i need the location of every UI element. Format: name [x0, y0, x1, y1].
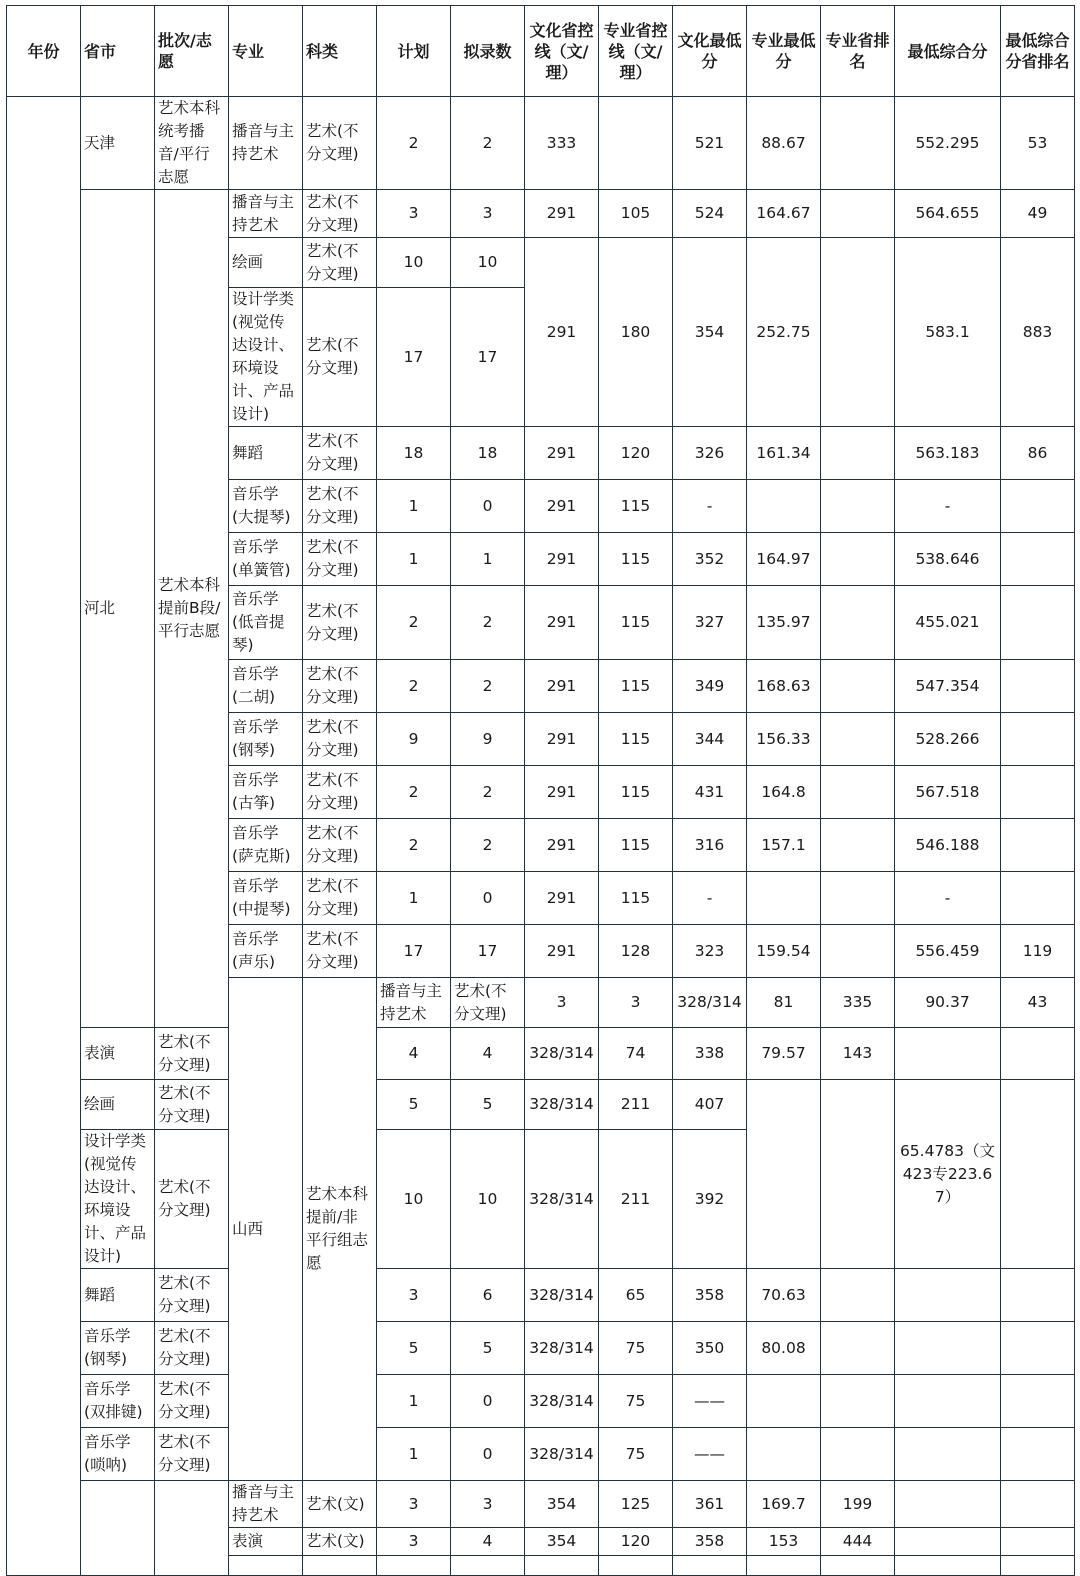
- batch-cell: 艺术本科提前/非平行组志愿: [303, 978, 377, 1481]
- major-min-cell: 159.54: [747, 925, 821, 978]
- culture-control-cell: 291: [525, 586, 599, 660]
- plan-cell: 2: [377, 819, 451, 872]
- major-rank-cell: [821, 1322, 895, 1375]
- admitted-cell: 17: [451, 925, 525, 978]
- major-control-cell: 115: [599, 819, 673, 872]
- category-cell: 艺术(不分文理): [303, 190, 377, 238]
- composite-min-cell: 547.354: [895, 660, 1001, 713]
- culture-min-cell: 323: [673, 925, 747, 978]
- major-min-cell: 164.8: [747, 766, 821, 819]
- culture-control-cell: 328/314: [525, 1428, 599, 1481]
- major-min-cell: 156.33: [747, 713, 821, 766]
- category-cell: 艺术(不分文理): [155, 1269, 229, 1322]
- year-cell: [7, 97, 81, 1576]
- major-rank-cell: [821, 238, 895, 427]
- major-rank-cell: [821, 925, 895, 978]
- major-rank-cell: [821, 872, 895, 925]
- category-cell: 艺术(不分文理): [303, 872, 377, 925]
- major-cell: 音乐学(单簧管): [229, 533, 303, 586]
- admitted-cell: 1: [451, 533, 525, 586]
- header-year: 年份: [7, 6, 81, 97]
- culture-min-cell: 344: [673, 713, 747, 766]
- plan-cell: 1: [377, 480, 451, 533]
- major-rank-cell: [821, 1375, 895, 1428]
- category-cell: 艺术(不分文理): [155, 1375, 229, 1428]
- major-cell: 音乐学(低音提琴): [229, 586, 303, 660]
- composite-rank-cell: [1001, 1481, 1075, 1528]
- major-cell: 舞蹈: [229, 427, 303, 480]
- table-row: [7, 1428, 1075, 1481]
- major-min-cell: [747, 1375, 821, 1428]
- composite-rank-cell: [1001, 1375, 1075, 1428]
- composite-min-cell: [895, 1269, 1001, 1322]
- major-control-cell: 120: [599, 1528, 673, 1556]
- composite-rank-cell: [1001, 872, 1075, 925]
- table-row: [7, 1322, 1075, 1375]
- culture-control-cell: 354: [525, 1481, 599, 1528]
- header-major-rank: 专业省排名: [821, 6, 895, 97]
- header-batch: 批次/志愿: [155, 6, 229, 97]
- plan-cell: 17: [377, 288, 451, 427]
- category-cell: 艺术(不分文理): [303, 238, 377, 288]
- header-province: 省市: [81, 6, 155, 97]
- major-rank-cell: [821, 533, 895, 586]
- major-rank-cell: [821, 427, 895, 480]
- batch-cell: 艺术本科提前B段/平行志愿: [155, 190, 229, 1028]
- culture-control-cell: 354: [525, 1528, 599, 1556]
- category-cell: 艺术(不分文理): [155, 1080, 229, 1130]
- major-control-cell: 75: [599, 1322, 673, 1375]
- major-rank-cell: 199: [821, 1481, 895, 1528]
- composite-min-cell: 552.295: [895, 97, 1001, 190]
- empty-cell: [747, 1556, 821, 1576]
- major-cell: 音乐学(萨克斯): [229, 819, 303, 872]
- major-cell: 绘画: [81, 1080, 155, 1130]
- composite-rank-cell: 53: [1001, 97, 1075, 190]
- culture-control-cell: 328/314: [525, 1028, 599, 1080]
- empty-cell: [377, 1556, 451, 1576]
- culture-min-cell: 335: [821, 978, 895, 1028]
- culture-control-cell: 328/314: [525, 1375, 599, 1428]
- category-cell: 艺术(不分文理): [303, 533, 377, 586]
- major-cell: 播音与主持艺术: [229, 1481, 303, 1528]
- culture-min-cell: 431: [673, 766, 747, 819]
- culture-min-cell: 358: [673, 1269, 747, 1322]
- admitted-cell: 10: [451, 238, 525, 288]
- category-cell: 艺术(不分文理): [451, 978, 525, 1028]
- plan-cell: 9: [377, 713, 451, 766]
- admitted-cell: 10: [451, 1130, 525, 1269]
- major-control-cell: 125: [599, 1481, 673, 1528]
- province-cell: 河北: [81, 190, 155, 1028]
- composite-rank-cell: 49: [1001, 190, 1075, 238]
- major-min-cell: 70.63: [747, 1269, 821, 1322]
- major-control-cell: 211: [599, 1080, 673, 1130]
- composite-min-cell: [895, 1481, 1001, 1528]
- culture-min-cell: 338: [673, 1028, 747, 1080]
- empty-cell: [895, 1556, 1001, 1576]
- major-min-cell: 79.57: [747, 1028, 821, 1080]
- table-row: [7, 1269, 1075, 1322]
- admitted-cell: 17: [451, 288, 525, 427]
- category-cell: 艺术(不分文理): [303, 713, 377, 766]
- major-min-cell: 169.7: [747, 1481, 821, 1528]
- composite-min-cell: 556.459: [895, 925, 1001, 978]
- culture-control-cell: 328/314: [525, 1130, 599, 1269]
- composite-rank-cell: [1001, 766, 1075, 819]
- admitted-cell: 6: [451, 1269, 525, 1322]
- composite-min-cell: 528.266: [895, 713, 1001, 766]
- category-cell: 艺术(不分文理): [303, 660, 377, 713]
- major-rank-cell: [821, 1080, 895, 1269]
- culture-min-cell: ——: [673, 1428, 747, 1481]
- admitted-cell: 3: [451, 1481, 525, 1528]
- culture-min-cell: 361: [673, 1481, 747, 1528]
- major-control-cell: 115: [599, 480, 673, 533]
- major-rank-cell: 444: [821, 1528, 895, 1556]
- major-min-cell: 161.34: [747, 427, 821, 480]
- header-major-min: 专业最低分: [747, 6, 821, 97]
- major-cell: 播音与主持艺术: [229, 190, 303, 238]
- culture-min-cell: 407: [673, 1080, 747, 1130]
- culture-control-cell: 291: [525, 766, 599, 819]
- major-cell: 音乐学(钢琴): [81, 1322, 155, 1375]
- composite-rank-cell: [1001, 586, 1075, 660]
- plan-cell: 1: [377, 872, 451, 925]
- composite-rank-cell: [1001, 533, 1075, 586]
- major-control-cell: 115: [599, 872, 673, 925]
- province-cell: 山西: [229, 978, 303, 1481]
- header-culture-min: 文化最低分: [673, 6, 747, 97]
- category-cell: 艺术(不分文理): [303, 586, 377, 660]
- major-cell: 设计学类(视觉传达设计、环境设计、产品设计): [229, 288, 303, 427]
- empty-cell: [303, 1556, 377, 1576]
- table-row: [7, 1375, 1075, 1428]
- culture-min-cell: 392: [673, 1130, 747, 1269]
- major-control-cell: 74: [599, 1028, 673, 1080]
- major-rank-cell: [821, 480, 895, 533]
- composite-min-cell: [895, 1322, 1001, 1375]
- major-rank-cell: [821, 586, 895, 660]
- header-major-control-line: 专业省控线（文/理）: [599, 6, 673, 97]
- major-control-cell: 180: [599, 238, 673, 427]
- category-cell: 艺术(不分文理): [303, 766, 377, 819]
- culture-min-cell: 352: [673, 533, 747, 586]
- composite-min-cell: 563.183: [895, 427, 1001, 480]
- composite-min-cell: [895, 1428, 1001, 1481]
- major-min-cell: 157.1: [747, 819, 821, 872]
- composite-rank-cell: [1001, 480, 1075, 533]
- admitted-cell: 4: [451, 1028, 525, 1080]
- admitted-cell: 9: [451, 713, 525, 766]
- admission-table: [6, 5, 1075, 1576]
- composite-rank-cell: [1001, 1322, 1075, 1375]
- plan-cell: 4: [377, 1028, 451, 1080]
- major-cell: 音乐学(大提琴): [229, 480, 303, 533]
- header-composite-min: 最低综合分: [895, 6, 1001, 97]
- composite-min-cell: 546.188: [895, 819, 1001, 872]
- category-cell: 艺术(不分文理): [155, 1130, 229, 1269]
- major-min-cell: [747, 480, 821, 533]
- header-plan: 计划: [377, 6, 451, 97]
- major-control-cell: 128: [599, 925, 673, 978]
- major-rank-cell: [821, 1269, 895, 1322]
- category-cell: 艺术(不分文理): [303, 427, 377, 480]
- culture-min-cell: -: [673, 872, 747, 925]
- culture-control-cell: 291: [525, 925, 599, 978]
- admitted-cell: 2: [451, 660, 525, 713]
- culture-min-cell: 316: [673, 819, 747, 872]
- major-min-cell: 90.37: [895, 978, 1001, 1028]
- major-cell: 表演: [81, 1028, 155, 1080]
- culture-control-cell: 291: [525, 819, 599, 872]
- culture-control-cell: 291: [525, 427, 599, 480]
- plan-cell: 3: [377, 1528, 451, 1556]
- major-cell: 绘画: [229, 238, 303, 288]
- admitted-cell: 3: [451, 190, 525, 238]
- major-cell: 音乐学(钢琴): [229, 713, 303, 766]
- composite-rank-cell: 883: [1001, 238, 1075, 427]
- major-control-cell: 115: [599, 660, 673, 713]
- culture-control-cell: 328/314: [525, 1080, 599, 1130]
- table-row: [7, 190, 1075, 238]
- major-cell: 音乐学(二胡): [229, 660, 303, 713]
- major-control-cell: 75: [599, 1428, 673, 1481]
- major-cell: 音乐学(古筝): [229, 766, 303, 819]
- culture-min-cell: 350: [673, 1322, 747, 1375]
- major-control-cell: 115: [599, 713, 673, 766]
- plan-cell: 1: [377, 1375, 451, 1428]
- major-cell: 播音与主持艺术: [377, 978, 451, 1028]
- header-culture-control-line: 文化省控线（文/理）: [525, 6, 599, 97]
- category-cell: 艺术(不分文理): [303, 288, 377, 427]
- culture-control-cell: 328/314: [525, 1269, 599, 1322]
- major-rank-cell: [821, 190, 895, 238]
- composite-rank-cell: 86: [1001, 427, 1075, 480]
- batch-cell: [155, 1481, 229, 1576]
- category-cell: 艺术(文): [303, 1528, 377, 1556]
- plan-cell: 2: [377, 660, 451, 713]
- major-rank-cell: [821, 766, 895, 819]
- admitted-cell: 0: [451, 872, 525, 925]
- plan-cell: 5: [377, 1080, 451, 1130]
- plan-cell: 3: [377, 1269, 451, 1322]
- culture-control-cell: 291: [525, 660, 599, 713]
- plan-cell: 5: [377, 1322, 451, 1375]
- major-rank-cell: [821, 819, 895, 872]
- major-rank-cell: 43: [1001, 978, 1075, 1028]
- culture-min-cell: 521: [673, 97, 747, 190]
- admitted-cell: 2: [451, 586, 525, 660]
- culture-min-cell: -: [673, 480, 747, 533]
- admitted-cell: 0: [451, 1375, 525, 1428]
- admitted-cell: 0: [451, 1428, 525, 1481]
- empty-cell: [599, 1556, 673, 1576]
- major-control-cell: 115: [599, 533, 673, 586]
- category-cell: 艺术(不分文理): [303, 480, 377, 533]
- culture-min-cell: 326: [673, 427, 747, 480]
- plan-cell: 2: [377, 97, 451, 190]
- major-cell: 音乐学(双排键): [81, 1375, 155, 1428]
- composite-rank-cell: [1001, 1428, 1075, 1481]
- header-row: [7, 6, 1075, 97]
- plan-cell: 3: [377, 1481, 451, 1528]
- major-min-cell: [747, 1080, 821, 1269]
- composite-min-cell: 564.655: [895, 190, 1001, 238]
- composite-min-cell: -: [895, 872, 1001, 925]
- major-min-cell: [747, 872, 821, 925]
- major-control-cell: 115: [599, 586, 673, 660]
- major-min-cell: 164.97: [747, 533, 821, 586]
- composite-rank-cell: [1001, 1080, 1075, 1269]
- major-cell: 舞蹈: [81, 1269, 155, 1322]
- table-row: [7, 1481, 1075, 1528]
- admitted-cell: 2: [451, 819, 525, 872]
- composite-min-cell: [895, 1028, 1001, 1080]
- composite-rank-cell: [1001, 819, 1075, 872]
- plan-cell: 3: [377, 190, 451, 238]
- major-cell: 播音与主持艺术: [229, 97, 303, 190]
- plan-cell: 10: [377, 238, 451, 288]
- composite-rank-cell: [1001, 1028, 1075, 1080]
- admitted-cell: 18: [451, 427, 525, 480]
- header-admitted: 拟录数: [451, 6, 525, 97]
- table-row: [7, 1028, 1075, 1080]
- major-control-cell: 211: [599, 1130, 673, 1269]
- category-cell: 艺术(不分文理): [303, 925, 377, 978]
- empty-cell: [229, 1556, 303, 1576]
- major-rank-cell: [821, 713, 895, 766]
- major-control-cell: 81: [747, 978, 821, 1028]
- culture-min-cell: ——: [673, 1375, 747, 1428]
- composite-rank-cell: 119: [1001, 925, 1075, 978]
- major-min-cell: 252.75: [747, 238, 821, 427]
- batch-cell: 艺术本科统考播音/平行志愿: [155, 97, 229, 190]
- admitted-cell: 5: [451, 1080, 525, 1130]
- empty-cell: [525, 1556, 599, 1576]
- plan-cell: 10: [377, 1130, 451, 1269]
- composite-min-cell: 567.518: [895, 766, 1001, 819]
- major-rank-cell: [821, 660, 895, 713]
- culture-min-cell: 358: [673, 1528, 747, 1556]
- category-cell: 艺术(不分文理): [303, 819, 377, 872]
- major-control-cell: 115: [599, 766, 673, 819]
- composite-min-cell: 538.646: [895, 533, 1001, 586]
- culture-control-cell: 291: [525, 238, 599, 427]
- empty-cell: [451, 1556, 525, 1576]
- plan-cell: 1: [377, 1428, 451, 1481]
- culture-control-cell: 291: [525, 480, 599, 533]
- empty-cell: [821, 1556, 895, 1576]
- major-cell: 音乐学(唢呐): [81, 1428, 155, 1481]
- composite-min-cell: 583.1: [895, 238, 1001, 427]
- plan-cell: 17: [377, 925, 451, 978]
- plan-cell: 1: [377, 533, 451, 586]
- major-min-cell: 168.63: [747, 660, 821, 713]
- culture-min-cell: 349: [673, 660, 747, 713]
- composite-min-cell: [895, 1375, 1001, 1428]
- major-cell: 表演: [229, 1528, 303, 1556]
- table-row: [7, 1080, 1075, 1130]
- header-composite-rank: 最低综合分省排名: [1001, 6, 1075, 97]
- major-control-cell: 75: [599, 1375, 673, 1428]
- empty-cell: [1001, 1556, 1075, 1576]
- plan-cell: 2: [377, 586, 451, 660]
- admitted-cell: 2: [451, 97, 525, 190]
- province-cell: 天津: [81, 97, 155, 190]
- culture-control-cell: 291: [525, 872, 599, 925]
- composite-rank-cell: [1001, 713, 1075, 766]
- plan-cell: 2: [377, 766, 451, 819]
- major-control-cell: [599, 97, 673, 190]
- category-cell: 艺术(文): [303, 1481, 377, 1528]
- culture-control-cell: 291: [525, 713, 599, 766]
- major-min-cell: 135.97: [747, 586, 821, 660]
- culture-control-cell: 333: [525, 97, 599, 190]
- admitted-cell: 2: [451, 766, 525, 819]
- empty-cell: [673, 1556, 747, 1576]
- category-cell: 艺术(不分文理): [155, 1028, 229, 1080]
- major-control-cell: 120: [599, 427, 673, 480]
- major-rank-cell: 143: [821, 1028, 895, 1080]
- admitted-cell: 4: [451, 1528, 525, 1556]
- composite-min-cell: 455.021: [895, 586, 1001, 660]
- culture-min-cell: 354: [673, 238, 747, 427]
- composite-min-cell: -: [895, 480, 1001, 533]
- major-cell: 音乐学(中提琴): [229, 872, 303, 925]
- category-cell: 艺术(不分文理): [155, 1428, 229, 1481]
- culture-control-cell: 328/314: [673, 978, 747, 1028]
- header-major: 专业: [229, 6, 303, 97]
- major-min-cell: [747, 1428, 821, 1481]
- major-control-cell: 105: [599, 190, 673, 238]
- major-cell: 设计学类(视觉传达设计、环境设计、产品设计): [81, 1130, 155, 1269]
- province-cell: [81, 1481, 155, 1576]
- major-min-cell: 80.08: [747, 1322, 821, 1375]
- plan-cell: 3: [525, 978, 599, 1028]
- admitted-cell: 5: [451, 1322, 525, 1375]
- major-cell: 音乐学(声乐): [229, 925, 303, 978]
- composite-rank-cell: [1001, 660, 1075, 713]
- major-control-cell: 65: [599, 1269, 673, 1322]
- category-cell: 艺术(不分文理): [155, 1322, 229, 1375]
- major-min-cell: 88.67: [747, 97, 821, 190]
- header-category: 科类: [303, 6, 377, 97]
- major-rank-cell: [821, 97, 895, 190]
- culture-control-cell: 291: [525, 190, 599, 238]
- admitted-cell: 0: [451, 480, 525, 533]
- category-cell: 艺术(不分文理): [303, 97, 377, 190]
- major-min-cell: 153: [747, 1528, 821, 1556]
- major-rank-cell: [821, 1428, 895, 1481]
- table-row: [7, 97, 1075, 190]
- culture-control-cell: 328/314: [525, 1322, 599, 1375]
- culture-control-cell: 291: [525, 533, 599, 586]
- plan-cell: 18: [377, 427, 451, 480]
- major-min-cell: 164.67: [747, 190, 821, 238]
- composite-min-cell: 65.4783（文423专223.67）: [895, 1080, 1001, 1269]
- composite-rank-cell: [1001, 1269, 1075, 1322]
- culture-min-cell: 524: [673, 190, 747, 238]
- culture-min-cell: 327: [673, 586, 747, 660]
- admitted-cell: 3: [599, 978, 673, 1028]
